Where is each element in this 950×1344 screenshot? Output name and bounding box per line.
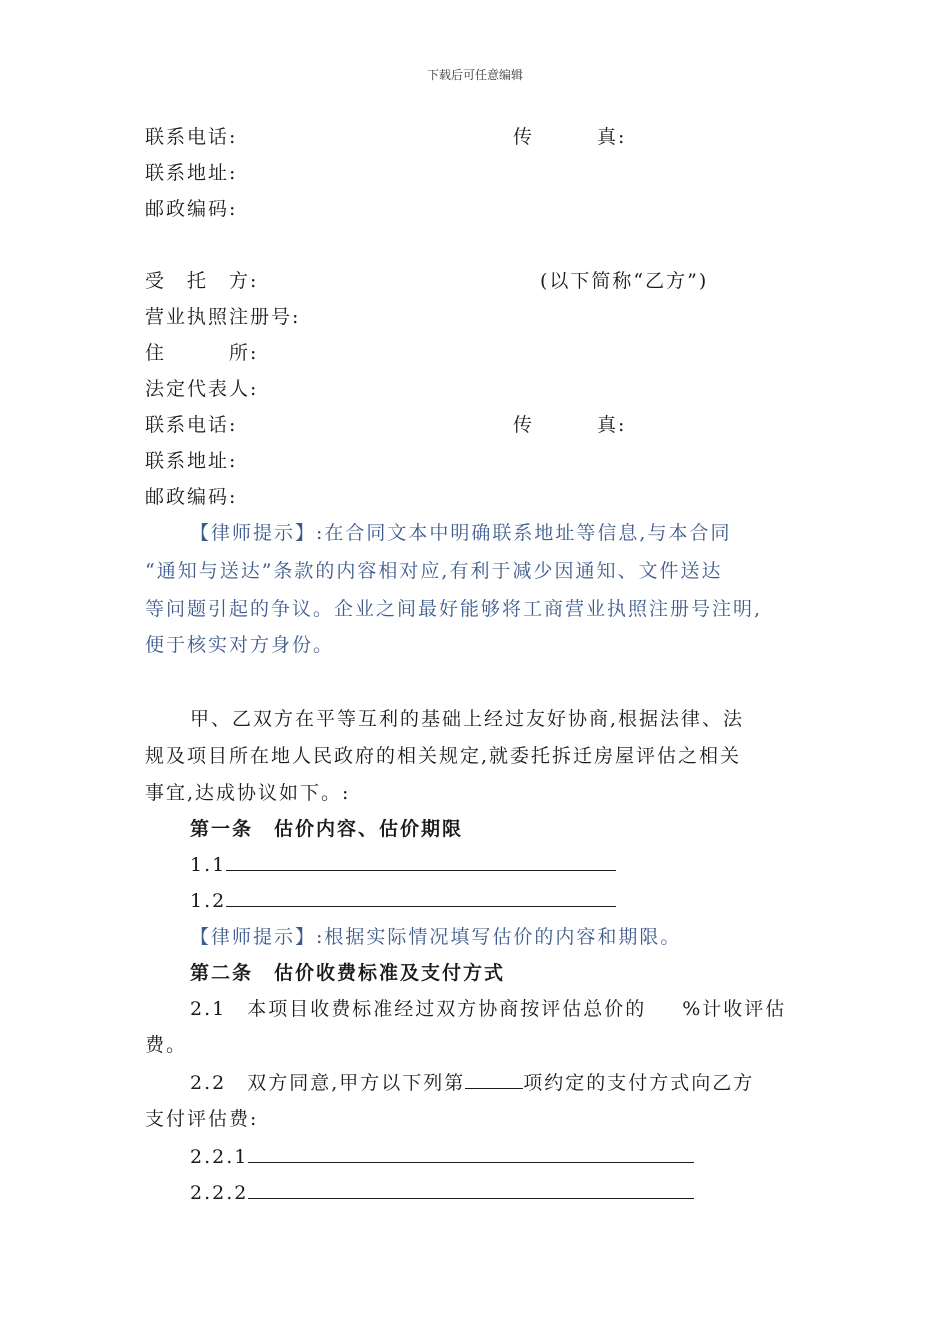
clause-2-2-1-num: 2.2.1 (190, 1146, 249, 1168)
article1-item1-blank[interactable] (226, 852, 616, 871)
clause-2-2-line1 (190, 1070, 754, 1096)
intro-line3: 事宜,达成协议如下。: (145, 782, 351, 804)
tip1-line2: “通知与送达”条款的内容相对应,有利于减少因通知、文件送达 (145, 560, 723, 582)
article1-item2-num: 1.2 (190, 890, 227, 912)
party-b-postcode: 邮政编码: (145, 486, 238, 508)
intro-line2: 规及项目所在地人民政府的相关规定,就委托拆迁房屋评估之相关 (145, 745, 742, 767)
clause-2-2-line2: 支付评估费: (145, 1108, 259, 1130)
tip1-line4: 便于核实对方身份。 (145, 634, 335, 656)
tip1-line1 (190, 520, 731, 546)
article1-item1-num: 1.1 (190, 854, 227, 876)
tip1-label: 【律师提示】 (190, 522, 317, 544)
intro-line1: 甲、乙双方在平等互利的基础上经过友好协商,根据法律、法 (190, 708, 745, 730)
party-b-alias: (以下简称“乙方”) (540, 270, 709, 292)
party-b-phone: 联系电话: (145, 414, 238, 436)
party-b-legal-rep: 法定代表人: (145, 378, 259, 400)
clause-2-1-line2: 费。 (145, 1034, 188, 1056)
clause-2-2-text-a: 2.2 双方同意,甲方以下列第 (190, 1072, 466, 1094)
clause-2-1-line1 (190, 996, 786, 1022)
clause-2-2-2-blank[interactable] (248, 1180, 694, 1199)
party-b-fax: 传 真: (513, 414, 627, 436)
clause-2-2-1-blank[interactable] (248, 1144, 694, 1163)
article2-title: 第二条 估价收费标准及支付方式 (190, 962, 506, 984)
clause-2-1-text-b: %计收评估 (682, 998, 787, 1020)
party-b-license: 营业执照注册号: (145, 306, 301, 328)
article1-item2-blank[interactable] (226, 888, 616, 907)
article1-tip (190, 924, 681, 950)
party-b-label: 受 托 方: (145, 270, 259, 292)
party-a-postcode: 邮政编码: (145, 198, 238, 220)
tip1-line3: 等问题引起的争议。企业之间最好能够将工商营业执照注册号注明, (145, 598, 763, 620)
party-b-domicile: 住 所: (145, 342, 259, 364)
article1-item1 (190, 852, 616, 878)
party-b-address: 联系地址: (145, 450, 238, 472)
clause-2-1-text-a: 2.1 本项目收费标准经过双方协商按评估总价的 (190, 998, 647, 1020)
tip1-text1: :在合同文本中明确联系地址等信息,与本合同 (316, 522, 732, 544)
clause-2-2-2-num: 2.2.2 (190, 1182, 249, 1204)
clause-2-2-text-b: 项约定的支付方式向乙方 (523, 1072, 755, 1094)
article1-tip-label: 【律师提示】 (190, 926, 317, 948)
party-a-address: 联系地址: (145, 162, 238, 184)
party-a-phone: 联系电话: (145, 126, 238, 148)
party-a-fax: 传 真: (513, 126, 627, 148)
article1-tip-text: :根据实际情况填写估价的内容和期限。 (316, 926, 682, 948)
header-note: 下载后可任意编辑 (426, 68, 523, 82)
clause-2-2-1 (190, 1144, 694, 1170)
clause-2-2-2 (190, 1180, 694, 1206)
clause-2-2-blank[interactable] (465, 1070, 523, 1089)
article1-title: 第一条 估价内容、估价期限 (190, 818, 464, 840)
article1-item2 (190, 888, 616, 914)
